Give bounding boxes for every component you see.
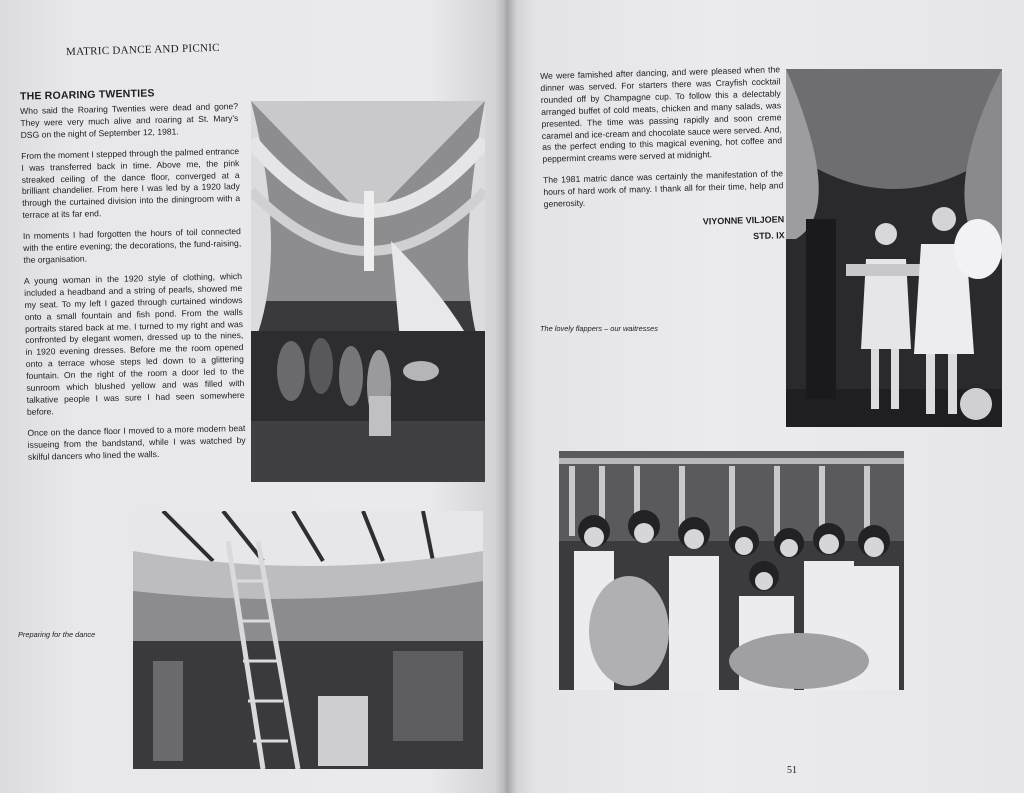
- author-name: VIYONNE VILJOEN: [702, 214, 785, 227]
- right-article-column: [540, 64, 785, 248]
- author-class: STD. IX: [753, 230, 785, 242]
- paragraph: A young woman in the 1920 style of clothing, which included a headband and a string of pearls, showed me my seat. To my left I gazed through curtained windows onto a small fountain and fish pond. From the walls portraits stared back at me. I turned to my right and was confronted by elegant women, dressed up to the nines, in 1920 evening dresses. Before me the room opened onto a terrace whose steps led down to a glittering fountain. On the right of the room a door led to the sunroom which blushed yellow and was filled with talkative people I was sure I had seen somewhere before.: [23, 270, 245, 417]
- section-title: THE ROARING TWENTIES: [19, 87, 155, 103]
- paragraph: Who said the Roaring Twenties were dead and gone? They were very much alive and roaring at St. Mary's DSG on the night of September 12, 1981.: [20, 101, 239, 140]
- paragraph: We were famished after dancing, and were pleased when the dinner was served. For starters there was Crayfish cocktail rounded off by Champagne cup. To follow this a delectably arranged buffet of cold meats, chicken and many salads, was presented. The time was passing rapidly and soon creme caramel and ice-cream and chocolate sauce were served. And, as the perfect ending to this magical evening, hot coffee and peppermint creams were served at midnight.: [540, 64, 783, 165]
- paragraph: From the moment I stepped through the palmed entrance I was transferred back in time. Above me, the pink streaked ceiling of the dance floor, converged at a brilliant chandelier. From here I was led by a 1920 lady through the curtained division into the diningroom with a terrace at its far end.: [21, 145, 241, 221]
- left-article-column: [20, 101, 246, 472]
- caption-preparing: Preparing for the dance: [18, 630, 96, 639]
- paragraph: Once on the dance floor I moved to a more modern beat issueing from the bandstand, while I was watched by skilful dancers who lined the walls.: [27, 422, 246, 462]
- page-number: 51: [787, 765, 797, 776]
- book-gutter: [495, 0, 517, 793]
- photo-preparing: [133, 511, 483, 769]
- caption-flappers: The lovely flappers – our waitresses: [540, 324, 658, 333]
- paragraph: In moments I had forgotten the hours of toil connected with the entire evening; the decorations, the fund-raising, the organisation.: [22, 226, 242, 265]
- photo-waitresses: [786, 69, 1002, 427]
- running-head: MATRIC DANCE AND PICNIC: [65, 41, 221, 59]
- paragraph: The 1981 matric dance was certainly the manifestation of the hours of hard work of many. I thank all for their time, help and generosity.: [542, 168, 784, 210]
- photo-dance-floor: [251, 101, 485, 482]
- photo-group: [559, 451, 904, 690]
